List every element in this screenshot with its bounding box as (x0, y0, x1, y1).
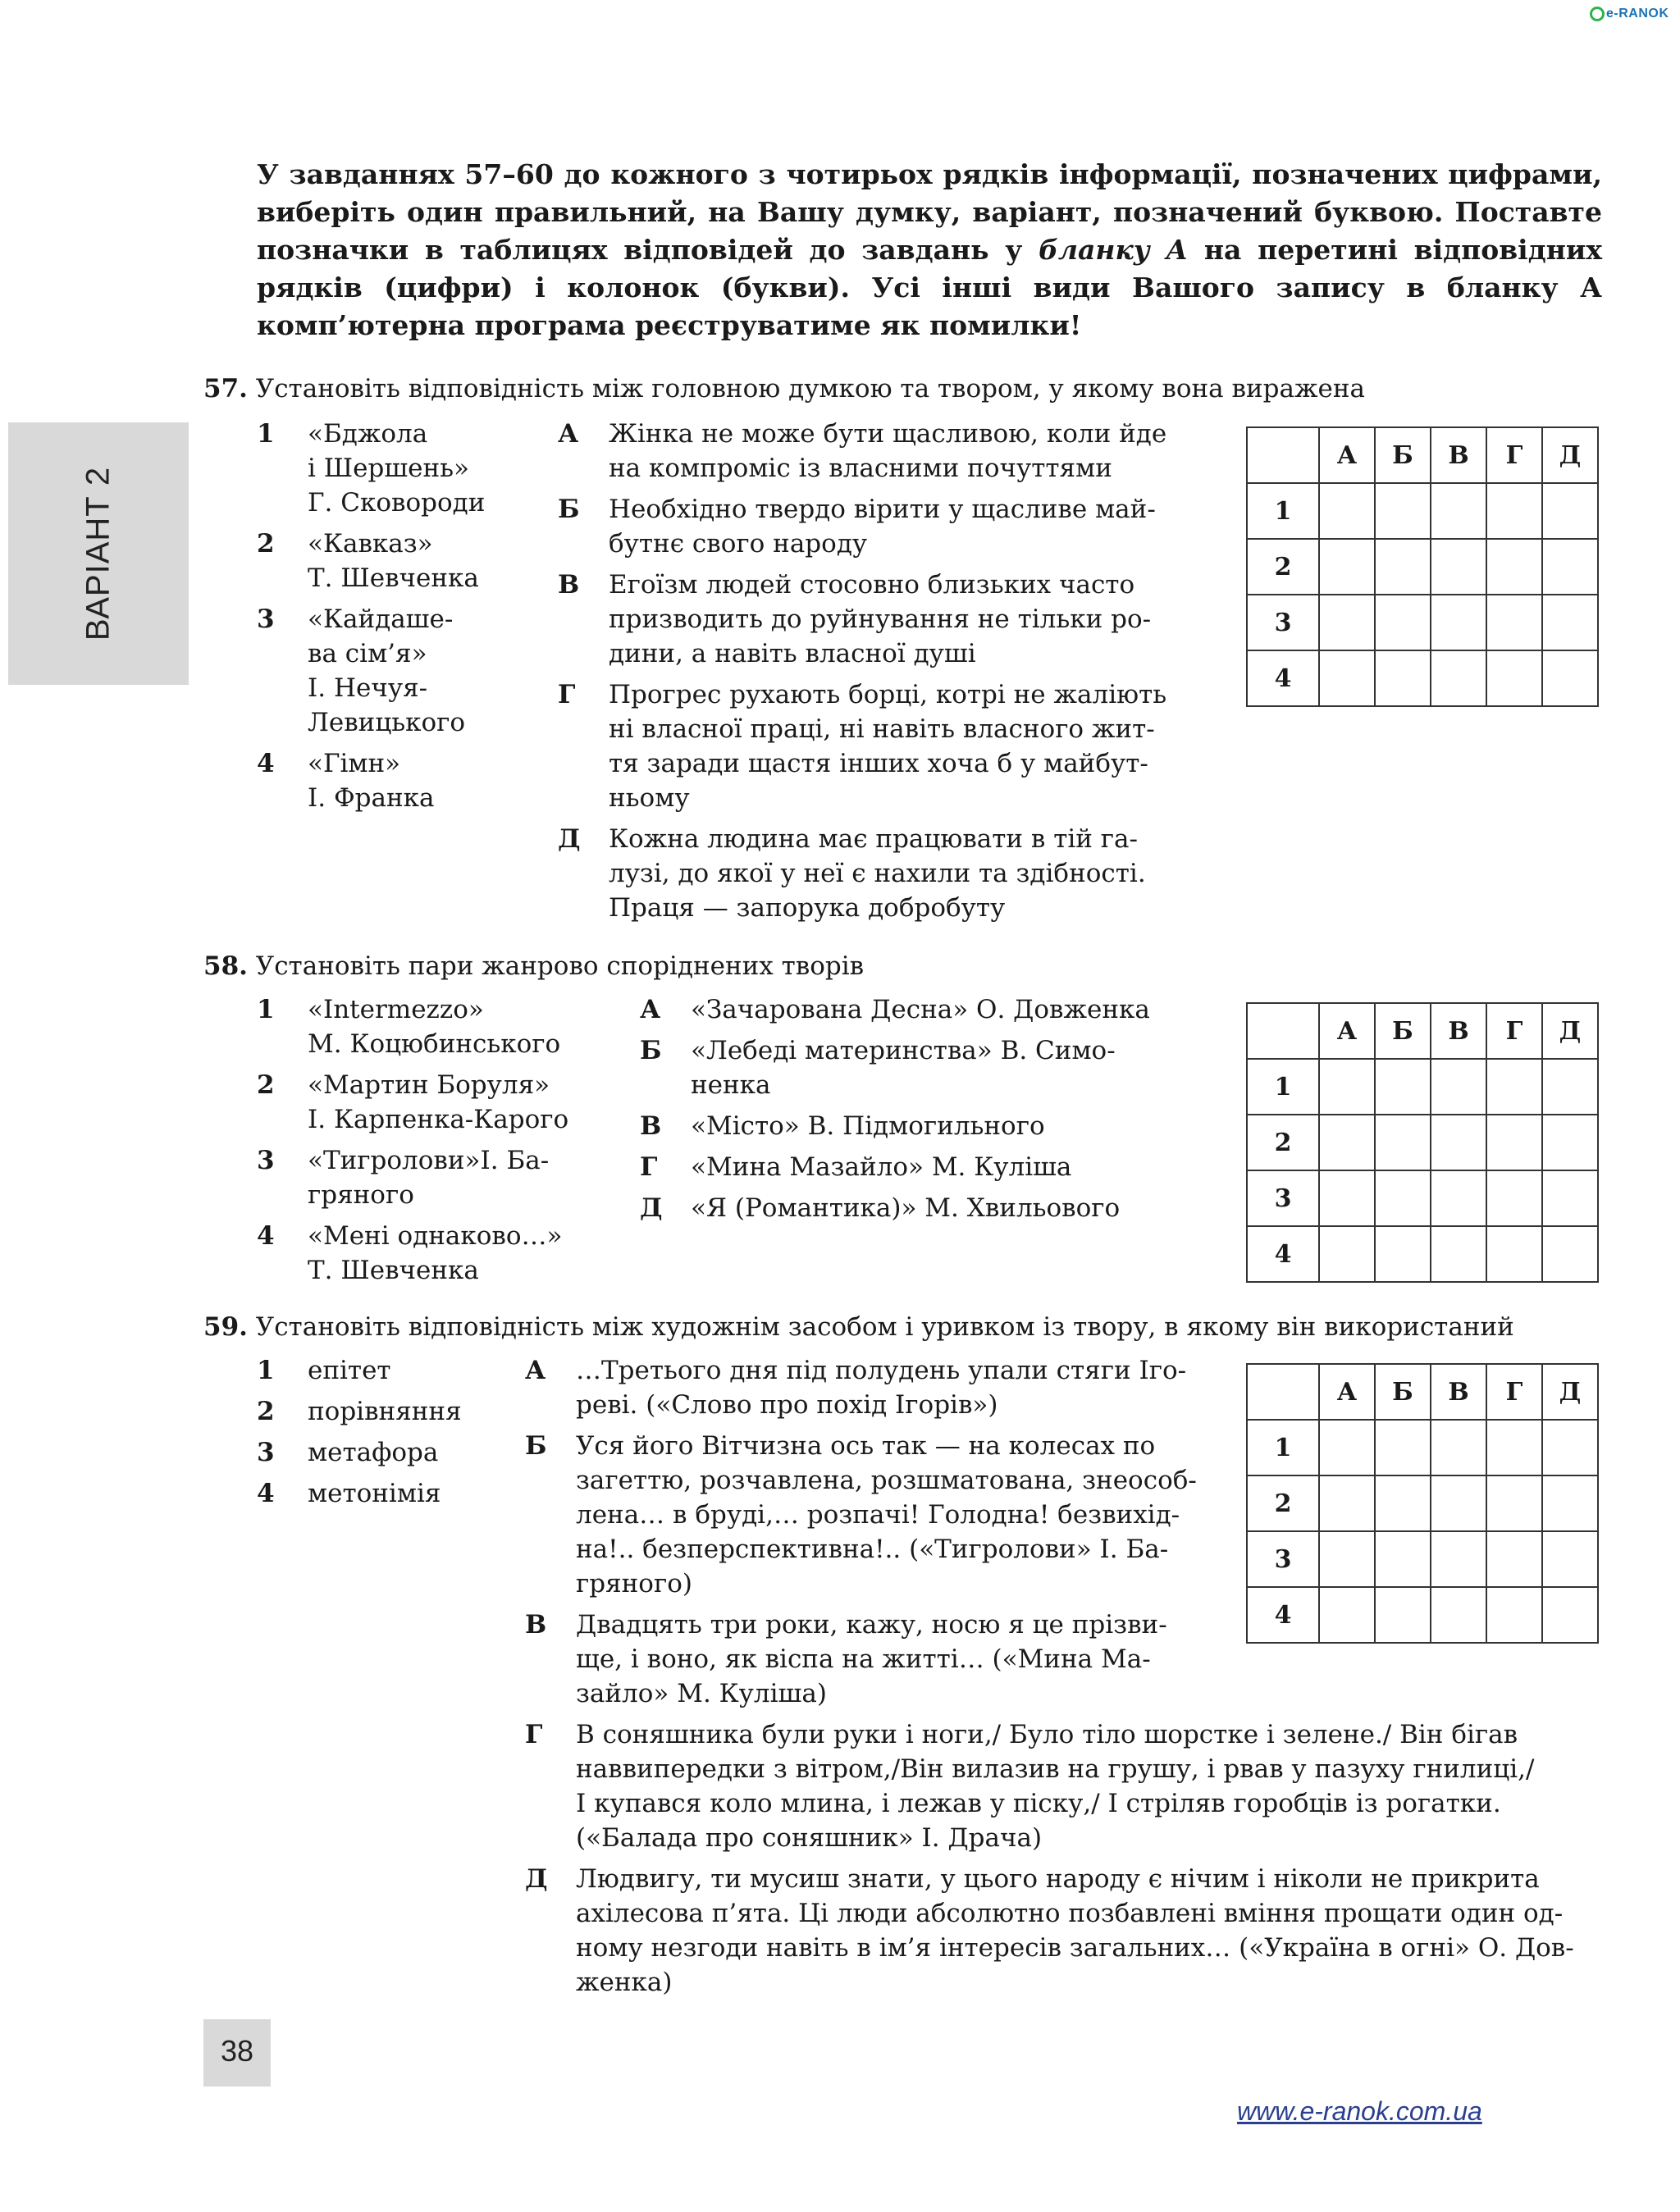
q59-left-line: метафора (308, 1438, 439, 1467)
q58-number: 58. (203, 951, 248, 981)
q59-left-item (257, 1394, 503, 1429)
grid-row-header: 1 (1247, 1059, 1319, 1115)
grid-answer-cell[interactable] (1486, 1531, 1542, 1587)
q58-left-line: «Тигролови»І. Ба- (308, 1146, 550, 1175)
grid-answer-cell[interactable] (1375, 595, 1431, 650)
grid-answer-cell[interactable] (1431, 539, 1486, 595)
grid-answer-cell[interactable] (1542, 595, 1598, 650)
grid-row-header: 4 (1247, 1226, 1319, 1282)
grid-column-header: Г (1486, 427, 1542, 483)
q57-left-line: «Гімн» (308, 749, 401, 778)
q59-right-line: …Третього дня під полудень упали стяги Іго- (576, 1356, 1187, 1385)
grid-row-header: 1 (1247, 1420, 1319, 1475)
q59-right-line: загеттю, розчавлена, розшматована, знеособ- (576, 1466, 1197, 1495)
q57-right-item (558, 822, 1189, 925)
q59-left-item (257, 1435, 503, 1470)
q57-left-item (257, 527, 552, 595)
grid-answer-cell[interactable] (1319, 1531, 1375, 1587)
grid-answer-cell[interactable] (1486, 1170, 1542, 1226)
q58-title (203, 948, 864, 984)
q58-left-item (257, 1219, 601, 1288)
instructions-part2: на перетині відповідних рядків (цифри) і колонок (букви). Усі інші види Вашого запису в бланку А комп’ютерна програма реєструватиме як помилки! (257, 234, 1602, 341)
q59-right-line: І купався коло млина, і лежав у піску,/ І стріляв горобців із рогатки. (576, 1789, 1501, 1818)
q58-left-line: І. Карпенка-Карого (308, 1105, 569, 1134)
q57-right-marker: Д (558, 824, 581, 854)
q57-right-line: Кожна людина має працювати в тій га- (609, 824, 1139, 854)
grid-row-header: 2 (1247, 1475, 1319, 1531)
grid-answer-cell[interactable] (1375, 1475, 1431, 1531)
q58-right-item (640, 1191, 1198, 1225)
grid-answer-cell[interactable] (1431, 1059, 1486, 1115)
q58-left-line: Т. Шевченка (308, 1256, 479, 1285)
grid-column-header: В (1431, 1003, 1486, 1059)
grid-answer-cell[interactable] (1375, 1587, 1431, 1643)
grid-answer-cell[interactable] (1486, 650, 1542, 706)
q59-left-line: метонімія (308, 1479, 441, 1508)
grid-answer-cell[interactable] (1431, 1587, 1486, 1643)
q59-left-line: порівняння (308, 1397, 462, 1426)
q58-left-line: «Intermezzo» (308, 995, 484, 1024)
grid-row-header: 3 (1247, 1170, 1319, 1226)
logo-text: e-RANOK (1606, 7, 1669, 21)
q57-right-line: ньому (609, 783, 690, 813)
q57-right-line: ні власної праці, ні навіть власного жит- (609, 714, 1155, 744)
q58-right-line: «Мина Мазайло» М. Куліша (691, 1152, 1072, 1182)
grid-column-header: Д (1542, 1364, 1598, 1420)
q58-left-line: «Мартин Боруля» (308, 1070, 550, 1100)
q57-right-line: бутнє свого народу (609, 529, 868, 559)
q59-right-line: лена… в бруді,… розпачі! Голодна! безвихід- (576, 1500, 1180, 1530)
instructions (257, 156, 1602, 344)
q59-right-line: гряного) (576, 1569, 692, 1599)
instructions-part1: У завданнях 57–60 до кожного з чотирьох рядків інформації, позначених цифрами, виберіть один правильний, на Вашу думку, варіант, позначений буквою. Поставте позначки в таблицях відповідей до завдань у (257, 158, 1602, 266)
grid-column-header: Г (1486, 1003, 1542, 1059)
logo-icon (1590, 7, 1605, 21)
grid-corner-cell (1247, 1364, 1319, 1420)
q57-left-line: Г. Сковороди (308, 488, 486, 518)
grid-answer-cell[interactable] (1375, 650, 1431, 706)
instructions-italic: бланку А (1039, 234, 1189, 266)
q58-left-marker: 4 (257, 1221, 275, 1251)
grid-answer-cell[interactable] (1542, 1420, 1598, 1475)
grid-answer-cell[interactable] (1542, 1226, 1598, 1282)
q59-question: Установіть відповідність між художнім засобом і уривком із твору, в якому він використаний (255, 1312, 1514, 1342)
q59-right-line: реві. («Слово про похід Ігорів») (576, 1390, 998, 1420)
q58-left-marker: 1 (257, 995, 275, 1024)
q57-right-line: Прогрес рухають борці, котрі не жаліють (609, 680, 1167, 709)
q57-right-marker: Б (558, 495, 580, 524)
q58-left-item (257, 1143, 601, 1212)
grid-answer-cell[interactable] (1431, 595, 1486, 650)
q57-right-item (558, 677, 1189, 815)
q58-left-line: «Мені однаково…» (308, 1221, 563, 1251)
grid-column-header: Г (1486, 1364, 1542, 1420)
grid-answer-cell[interactable] (1486, 539, 1542, 595)
grid-answer-cell[interactable] (1319, 1170, 1375, 1226)
q57-answer-grid (1246, 426, 1599, 707)
q59-right-line: В соняшника були руки і ноги,/ Було тіло шорстке і зелене./ Він бігав (576, 1720, 1518, 1749)
grid-column-header: А (1319, 1003, 1375, 1059)
q58-right-item (640, 1109, 1198, 1143)
q58-right-item (640, 1033, 1198, 1102)
grid-answer-cell[interactable] (1486, 483, 1542, 539)
grid-answer-cell[interactable] (1319, 1226, 1375, 1282)
q57-right-marker: Г (558, 680, 576, 709)
grid-column-header: Д (1542, 1003, 1598, 1059)
q57-right-item (558, 492, 1189, 561)
grid-answer-cell[interactable] (1375, 1531, 1431, 1587)
grid-answer-cell[interactable] (1431, 1475, 1486, 1531)
grid-answer-cell[interactable] (1375, 1420, 1431, 1475)
grid-answer-cell[interactable] (1375, 1226, 1431, 1282)
q57-right-marker: А (558, 419, 579, 449)
publisher-logo (1590, 5, 1672, 25)
q58-left-item (257, 1068, 601, 1137)
q59-right-line: («Балада про соняшник» І. Драча) (576, 1823, 1043, 1853)
grid-answer-cell[interactable] (1431, 1170, 1486, 1226)
grid-answer-cell[interactable] (1319, 1587, 1375, 1643)
page-number: 38 (220, 2034, 254, 2068)
grid-row-header: 1 (1247, 483, 1319, 539)
grid-row-header: 4 (1247, 650, 1319, 706)
q57-left-item (257, 602, 552, 740)
grid-answer-cell[interactable] (1542, 1115, 1598, 1170)
grid-answer-cell[interactable] (1486, 1420, 1542, 1475)
q57-left-marker: 4 (257, 749, 275, 778)
grid-answer-cell[interactable] (1542, 1059, 1598, 1115)
grid-answer-cell[interactable] (1542, 539, 1598, 595)
grid-answer-cell[interactable] (1319, 539, 1375, 595)
q57-left-line: і Шершень» (308, 454, 470, 483)
grid-answer-cell[interactable] (1542, 1170, 1598, 1226)
q58-right-item (640, 1150, 1198, 1184)
grid-answer-cell[interactable] (1375, 1170, 1431, 1226)
grid-answer-cell[interactable] (1542, 1587, 1598, 1643)
grid-answer-cell[interactable] (1542, 483, 1598, 539)
q59-right-line: ахілесова п’ята. Ці люди абсолютно позбавлені вміння прощати один од- (576, 1899, 1564, 1928)
q59-right-line: на!.. безперспективна!.. («Тигролови» І. Ба- (576, 1535, 1169, 1564)
grid-answer-cell[interactable] (1542, 1531, 1598, 1587)
grid-answer-cell[interactable] (1486, 1587, 1542, 1643)
grid-answer-cell[interactable] (1431, 1226, 1486, 1282)
grid-column-header: А (1319, 1364, 1375, 1420)
page-number-box (203, 2019, 271, 2087)
grid-corner-cell (1247, 427, 1319, 483)
q59-number: 59. (203, 1312, 248, 1342)
q58-right-marker: А (640, 995, 661, 1024)
q58-answer-grid (1246, 1002, 1599, 1283)
grid-column-header: Б (1375, 1003, 1431, 1059)
q59-right-item (525, 1717, 1616, 1855)
q57-right-item (558, 568, 1189, 671)
grid-answer-cell[interactable] (1375, 539, 1431, 595)
q59-right-line: ному незгоди навіть в ім’я інтересів загальних… («Україна в огні» О. Дов- (576, 1933, 1574, 1963)
grid-answer-cell[interactable] (1375, 1059, 1431, 1115)
q57-left-line: І. Нечуя- (308, 673, 428, 703)
q57-right-line: на компроміс із власними почуттями (609, 454, 1112, 483)
q59-right-marker: А (525, 1356, 546, 1385)
grid-answer-cell[interactable] (1431, 1531, 1486, 1587)
q58-left-marker: 2 (257, 1070, 275, 1100)
q57-right-marker: В (558, 570, 580, 600)
q59-left-marker: 3 (257, 1438, 275, 1467)
q58-right-line: «Місто» В. Підмогильного (691, 1111, 1045, 1141)
q57-left-marker: 2 (257, 529, 275, 559)
q59-left-line: епітет (308, 1356, 391, 1385)
grid-answer-cell[interactable] (1486, 1226, 1542, 1282)
q58-right-marker: В (640, 1111, 662, 1141)
grid-answer-cell[interactable] (1431, 650, 1486, 706)
q57-title (203, 371, 1365, 407)
q57-right-line: лузі, до якої у неї є нахили та здібності. (609, 859, 1146, 888)
grid-answer-cell[interactable] (1319, 595, 1375, 650)
grid-answer-cell[interactable] (1486, 595, 1542, 650)
q59-right-line: наввипередки з вітром,/Він вилазив на грушу, і рвав у пазуху гнилиці,/ (576, 1754, 1535, 1784)
q57-right-line: Жінка не може бути щасливою, коли йде (609, 419, 1167, 449)
q58-right-line: ненка (691, 1070, 771, 1100)
q57-question: Установіть відповідність між головною думкою та твором, у якому вона виражена (255, 374, 1365, 404)
q57-right-line: тя заради щастя інших хоча б у майбут- (609, 749, 1148, 778)
q59-title (203, 1309, 1514, 1345)
q57-left-line: Левицького (308, 708, 466, 737)
grid-answer-cell[interactable] (1431, 483, 1486, 539)
q59-right-marker: В (525, 1610, 547, 1640)
q59-right-line: ще, і воно, як віспа на житті… («Мина Ма- (576, 1644, 1151, 1674)
grid-answer-cell[interactable] (1319, 1420, 1375, 1475)
q59-left-item (257, 1476, 503, 1511)
q58-left-line: М. Коцюбинського (308, 1029, 561, 1059)
q57-right-line: Егоїзм людей стосовно близьких часто (609, 570, 1135, 600)
grid-corner-cell (1247, 1003, 1319, 1059)
q59-left-marker: 1 (257, 1356, 275, 1385)
q58-right-marker: Б (640, 1036, 662, 1065)
q58-left-item (257, 992, 601, 1061)
q59-left-marker: 2 (257, 1397, 275, 1426)
q59-right-line: Уся його Вітчизна ось так — на колесах по (576, 1431, 1156, 1461)
grid-row-header: 2 (1247, 1115, 1319, 1170)
grid-answer-cell[interactable] (1542, 1475, 1598, 1531)
site-link[interactable]: www.e-ranok.com.ua (1237, 2096, 1482, 2126)
q59-right-line: женка) (576, 1968, 673, 1997)
q57-left-line: Т. Шевченка (308, 563, 479, 593)
q59-right-marker: Б (525, 1431, 547, 1461)
q58-right-line: «Зачарована Десна» О. Довженка (691, 995, 1150, 1024)
grid-answer-cell[interactable] (1319, 1059, 1375, 1115)
q57-number: 57. (203, 374, 248, 404)
grid-column-header: Д (1542, 427, 1598, 483)
q58-right-marker: Г (640, 1152, 658, 1182)
grid-answer-cell[interactable] (1319, 483, 1375, 539)
grid-answer-cell[interactable] (1486, 1115, 1542, 1170)
q59-left-marker: 4 (257, 1479, 275, 1508)
q57-left-line: «Кайдаше- (308, 604, 454, 634)
q57-left-item (257, 417, 552, 520)
grid-row-header: 4 (1247, 1587, 1319, 1643)
q59-right-line: Людвигу, ти мусиш знати, у цього народу є нічим і ніколи не прикрита (576, 1864, 1540, 1894)
grid-answer-cell[interactable] (1431, 1115, 1486, 1170)
q58-right-line: «Лебеді материнства» В. Симо- (691, 1036, 1116, 1065)
grid-column-header: Б (1375, 1364, 1431, 1420)
q57-left-line: «Бджола (308, 419, 428, 449)
grid-answer-cell[interactable] (1542, 650, 1598, 706)
q57-right-line: дини, а навіть власної душі (609, 639, 976, 668)
q57-left-marker: 3 (257, 604, 275, 634)
q59-right-line: зайло» М. Куліша) (576, 1679, 827, 1708)
grid-answer-cell[interactable] (1319, 1475, 1375, 1531)
grid-answer-cell[interactable] (1486, 1059, 1542, 1115)
q58-right-item (640, 992, 1198, 1027)
grid-answer-cell[interactable] (1319, 650, 1375, 706)
q58-right-marker: Д (640, 1193, 663, 1223)
q58-left-marker: 3 (257, 1146, 275, 1175)
grid-column-header: В (1431, 1364, 1486, 1420)
grid-row-header: 3 (1247, 1531, 1319, 1587)
variant-side-tab (8, 422, 189, 685)
q58-right-line: «Я (Романтика)» М. Хвильового (691, 1193, 1121, 1223)
q57-right-line: Праця — запорука добробуту (609, 893, 1006, 923)
grid-answer-cell[interactable] (1375, 1115, 1431, 1170)
q57-left-marker: 1 (257, 419, 275, 449)
grid-answer-cell[interactable] (1319, 1115, 1375, 1170)
q57-left-item (257, 746, 552, 815)
q59-right-marker: Д (525, 1864, 548, 1894)
grid-answer-cell[interactable] (1431, 1420, 1486, 1475)
grid-answer-cell[interactable] (1486, 1475, 1542, 1531)
q59-right-line: Двадцять три роки, кажу, носю я це прізви- (576, 1610, 1167, 1640)
grid-answer-cell[interactable] (1375, 483, 1431, 539)
q57-left-line: «Кавказ» (308, 529, 433, 559)
q59-left-item (257, 1353, 503, 1388)
q57-right-line: Необхідно твердо вірити у щасливе май- (609, 495, 1156, 524)
grid-column-header: Б (1375, 427, 1431, 483)
q57-right-item (558, 417, 1189, 486)
q57-left-line: ва сім’я» (308, 639, 427, 668)
q58-question: Установіть пари жанрово споріднених творів (255, 951, 865, 981)
q57-left-line: І. Франка (308, 783, 435, 813)
q57-right-line: призводить до руйнування не тільки ро- (609, 604, 1152, 634)
q59-right-marker: Г (525, 1720, 543, 1749)
variant-label: ВАРІАНТ 2 (80, 466, 116, 641)
grid-row-header: 3 (1247, 595, 1319, 650)
q58-left-line: гряного (308, 1180, 414, 1210)
grid-row-header: 2 (1247, 539, 1319, 595)
grid-column-header: А (1319, 427, 1375, 483)
q59-right-item (525, 1862, 1616, 2000)
q59-answer-grid (1246, 1363, 1599, 1644)
grid-column-header: В (1431, 427, 1486, 483)
